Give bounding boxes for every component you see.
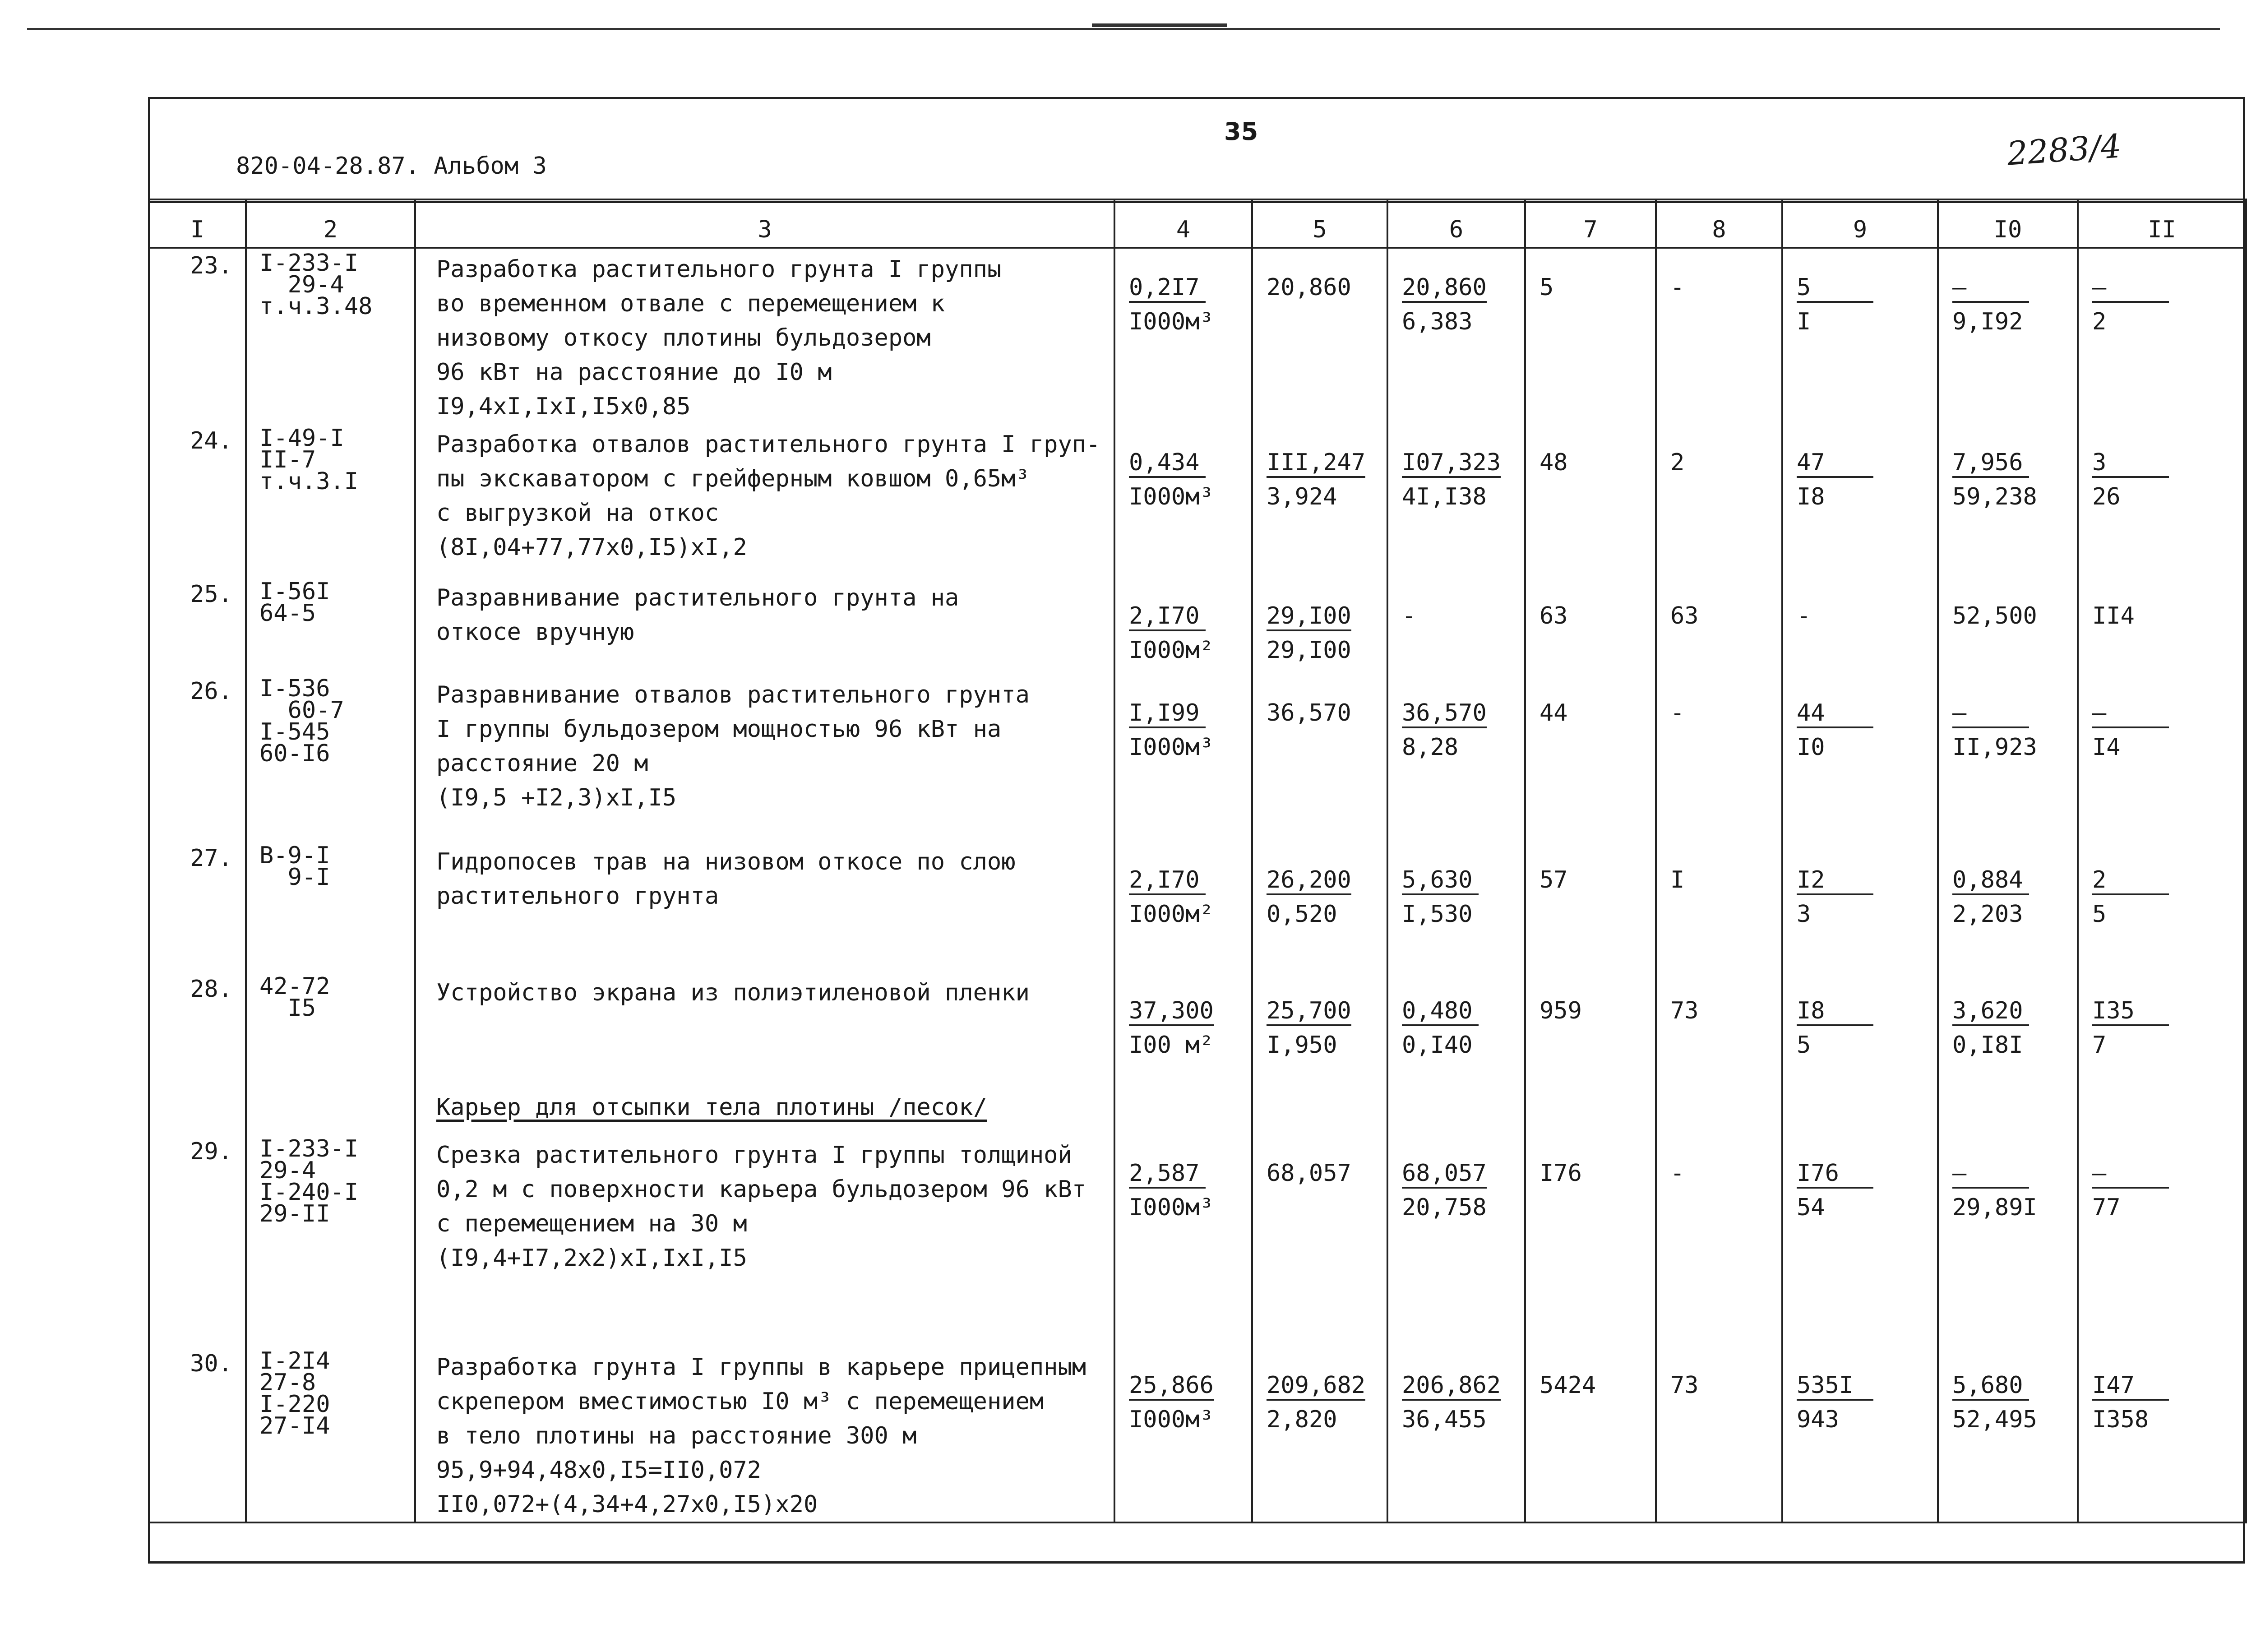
unit-quantity-top: 37,300 xyxy=(1129,997,1214,1026)
table-row xyxy=(149,972,2246,1080)
cost-col-11 xyxy=(2078,424,2246,577)
cost-col-6-bottom: 36,455 xyxy=(1402,1406,1487,1433)
description-line: откосе вручную xyxy=(436,619,634,646)
cost-col-10 xyxy=(1938,674,2078,841)
cost-col-11-top: — xyxy=(2092,699,2169,728)
cost-col-6 xyxy=(1387,577,1525,674)
unit-quantity-top: I,I99 xyxy=(1129,699,1206,728)
cost-col-11-top: 2 xyxy=(2092,866,2169,895)
work-description xyxy=(415,424,1114,577)
unit-quantity-bottom: I000м³ xyxy=(1129,1194,1214,1221)
description-line: расстояние 20 м xyxy=(436,750,648,777)
description-line: Разравнивание отвалов растительного грунта xyxy=(436,681,1030,708)
cost-col-11 xyxy=(2078,1134,2246,1347)
cost-col-10-bottom: 59,238 xyxy=(1952,483,2037,510)
cost-col-7: 57 xyxy=(1525,841,1656,972)
cost-col-11-bottom: 7 xyxy=(2092,1032,2107,1059)
cost-col-9-bottom: I8 xyxy=(1797,483,1825,510)
cost-col-6-top: I07,323 xyxy=(1402,449,1501,478)
description-line: в тело плотины на расстояние 300 м xyxy=(436,1422,917,1449)
cost-col-11 xyxy=(2078,1347,2246,1522)
description-line: (I9,5 +I2,3)xI,I5 xyxy=(436,784,677,811)
cost-col-6-top: 36,570 xyxy=(1402,699,1487,728)
cost-col-6 xyxy=(1387,1134,1525,1347)
norm-code: 42-72 I5 xyxy=(246,972,415,1080)
cost-col-6-top: 0,480 xyxy=(1402,997,1479,1026)
cost-col-9-top: - xyxy=(1797,602,1811,629)
description-line: I9,4xI,IxI,I5x0,85 xyxy=(436,393,691,420)
unit-quantity-top: 0,2I7 xyxy=(1129,274,1206,303)
cost-col-6-top: 206,862 xyxy=(1402,1372,1501,1401)
cost-col-10 xyxy=(1938,424,2078,577)
unit-quantity-top: 0,434 xyxy=(1129,449,1206,478)
cost-col-11-bottom: I4 xyxy=(2092,734,2121,761)
section-cell xyxy=(2078,1080,2246,1134)
cost-col-9-bottom: 54 xyxy=(1797,1194,1825,1221)
cost-col-5-top: 29,I00 xyxy=(1267,602,1351,631)
cost-col-5 xyxy=(1252,1347,1387,1522)
cost-col-9 xyxy=(1782,577,1938,674)
cost-col-7: 48 xyxy=(1525,424,1656,577)
cost-col-8: 63 xyxy=(1656,577,1782,674)
cost-col-9-top: 47 xyxy=(1797,449,1873,478)
cost-col-5 xyxy=(1252,972,1387,1080)
description-line: пы экскаватором с грейферным ковшом 0,65м³ xyxy=(436,465,1030,492)
description-line: Разработка отвалов растительного грунта I груп- xyxy=(436,431,1100,458)
row-number: 26. xyxy=(149,674,246,841)
cost-col-8: I xyxy=(1656,841,1782,972)
work-description xyxy=(415,248,1114,424)
work-description xyxy=(415,972,1114,1080)
table-row xyxy=(149,577,2246,674)
description-line: Разравнивание растительного грунта на xyxy=(436,584,959,611)
cost-col-5 xyxy=(1252,841,1387,972)
cost-col-11-top: 3 xyxy=(2092,449,2169,478)
cost-col-9-bottom: 3 xyxy=(1797,901,1811,928)
cost-col-5-top: 209,682 xyxy=(1267,1372,1365,1401)
unit-quantity-top: 2,587 xyxy=(1129,1160,1206,1189)
cost-col-6-bottom: I,530 xyxy=(1402,901,1473,928)
description-line: 0,2 м с поверхности карьера бульдозером 96 кВт xyxy=(436,1176,1086,1203)
unit-quantity-bottom: I000м² xyxy=(1129,901,1214,928)
column-header: 5 xyxy=(1252,199,1387,248)
cost-col-6 xyxy=(1387,424,1525,577)
cost-col-11 xyxy=(2078,972,2246,1080)
cost-col-10-top: 5,680 xyxy=(1952,1372,2029,1401)
unit-quantity xyxy=(1114,972,1252,1080)
description-line: 96 кВт на расстояние до I0 м xyxy=(436,359,832,386)
unit-quantity-bottom: I000м³ xyxy=(1129,1406,1214,1433)
cost-col-5 xyxy=(1252,674,1387,841)
cost-col-10 xyxy=(1938,1134,2078,1347)
cost-col-9 xyxy=(1782,841,1938,972)
column-header: I xyxy=(149,199,246,248)
work-description xyxy=(415,841,1114,972)
cost-col-10 xyxy=(1938,577,2078,674)
cost-col-10-bottom: 2,203 xyxy=(1952,901,2023,928)
top-rule-mark xyxy=(1092,23,1227,27)
cost-col-10-top: 7,956 xyxy=(1952,449,2029,478)
cost-col-9 xyxy=(1782,972,1938,1080)
cost-col-6-top: - xyxy=(1402,602,1416,629)
cost-col-6 xyxy=(1387,1347,1525,1522)
work-description xyxy=(415,1134,1114,1347)
cost-col-10 xyxy=(1938,972,2078,1080)
description-line: (I9,4+I7,2x2)xI,IxI,I5 xyxy=(436,1245,747,1272)
table-row xyxy=(149,1134,2246,1347)
column-header: 2 xyxy=(246,199,415,248)
cost-col-6 xyxy=(1387,841,1525,972)
cost-col-9-top: I8 xyxy=(1797,997,1873,1026)
norm-code: I-56I 64-5 xyxy=(246,577,415,674)
cost-col-9-top: 5 xyxy=(1797,274,1873,303)
table-row xyxy=(149,674,2246,841)
cost-col-8: 73 xyxy=(1656,972,1782,1080)
description-line: Устройство экрана из полиэтиленовой пленки xyxy=(436,979,1030,1006)
cost-col-5-top: III,247 xyxy=(1267,449,1365,478)
cost-col-5-bottom: I,950 xyxy=(1267,1032,1337,1059)
cost-col-5 xyxy=(1252,577,1387,674)
cost-col-9-top: I76 xyxy=(1797,1160,1873,1189)
table-row xyxy=(149,1347,2246,1522)
cost-col-6-bottom: 8,28 xyxy=(1402,734,1459,761)
unit-quantity xyxy=(1114,674,1252,841)
column-header: 7 xyxy=(1525,199,1656,248)
cost-col-11 xyxy=(2078,841,2246,972)
cost-col-9-bottom: 5 xyxy=(1797,1032,1811,1059)
cost-col-8: 2 xyxy=(1656,424,1782,577)
row-number: 24. xyxy=(149,424,246,577)
unit-quantity xyxy=(1114,1347,1252,1522)
description-line: Разработка растительного грунта I группы xyxy=(436,256,1002,283)
description-line: (8I,04+77,77x0,I5)xI,2 xyxy=(436,534,747,561)
norm-code: I-536 60-7 I-545 60-I6 xyxy=(246,674,415,841)
cost-col-10 xyxy=(1938,1347,2078,1522)
norm-code: I-233-I 29-4 т.ч.3.48 xyxy=(246,248,415,424)
cost-col-5 xyxy=(1252,424,1387,577)
cost-col-9-bottom: I xyxy=(1797,308,1811,335)
row-number: 25. xyxy=(149,577,246,674)
cost-col-10-bottom: 9,I92 xyxy=(1952,308,2023,335)
cost-col-6 xyxy=(1387,674,1525,841)
cost-col-11 xyxy=(2078,577,2246,674)
cost-col-11-top: II4 xyxy=(2092,602,2135,629)
description-line: 95,9+94,48x0,I5=II0,072 xyxy=(436,1457,762,1484)
table-row xyxy=(149,841,2246,972)
cost-col-5-top: 36,570 xyxy=(1267,699,1351,727)
table-body xyxy=(149,248,2246,1522)
table-row xyxy=(149,248,2246,424)
cost-col-6-bottom: 4I,I38 xyxy=(1402,483,1487,510)
table-row xyxy=(149,424,2246,577)
column-header: 4 xyxy=(1114,199,1252,248)
cost-col-10 xyxy=(1938,248,2078,424)
cost-col-5 xyxy=(1252,248,1387,424)
sheet-reference: 2283/4 xyxy=(2006,127,2122,173)
cost-col-9 xyxy=(1782,1347,1938,1522)
cost-col-11 xyxy=(2078,248,2246,424)
description-line: I группы бульдозером мощностью 96 кВт на xyxy=(436,716,1002,743)
cost-col-6-bottom: 0,I40 xyxy=(1402,1032,1473,1059)
cost-col-10-bottom: 0,I8I xyxy=(1952,1032,2023,1059)
section-row xyxy=(149,1080,2246,1134)
cost-col-9-bottom: 943 xyxy=(1797,1406,1839,1433)
cost-col-10-bottom: II,923 xyxy=(1952,734,2037,761)
unit-quantity-top: 2,I70 xyxy=(1129,866,1206,895)
cost-col-11-bottom: 26 xyxy=(2092,483,2121,510)
section-title: Карьер для отсыпки тела плотины /песок/ xyxy=(436,1094,987,1121)
page-number: 35 xyxy=(1224,117,1258,146)
unit-quantity-bottom: I000м² xyxy=(1129,637,1214,664)
cost-col-9-top: 44 xyxy=(1797,699,1873,728)
cost-col-11 xyxy=(2078,674,2246,841)
cost-col-7: 959 xyxy=(1525,972,1656,1080)
cost-col-10 xyxy=(1938,841,2078,972)
cost-col-11-top: — xyxy=(2092,274,2169,303)
cost-col-9 xyxy=(1782,248,1938,424)
cost-col-8: 73 xyxy=(1656,1347,1782,1522)
description-line: II0,072+(4,34+4,27x0,I5)x20 xyxy=(436,1491,818,1518)
description-line: растительного грунта xyxy=(436,883,719,910)
unit-quantity-bottom: I000м³ xyxy=(1129,308,1214,335)
unit-quantity-bottom: I00 м² xyxy=(1129,1032,1214,1059)
norm-code: I-49-I II-7 т.ч.3.I xyxy=(246,424,415,577)
column-header: 6 xyxy=(1387,199,1525,248)
cost-col-10-top: — xyxy=(1952,699,2029,728)
norm-code: I-2I4 27-8 I-220 27-I4 xyxy=(246,1347,415,1522)
unit-quantity-top: 2,I70 xyxy=(1129,602,1206,631)
cost-col-11-top: I35 xyxy=(2092,997,2169,1026)
column-header: 8 xyxy=(1656,199,1782,248)
estimate-table xyxy=(148,199,2247,1523)
sheet-header xyxy=(150,99,2243,203)
section-cell xyxy=(149,1080,246,1134)
cost-col-8: - xyxy=(1656,1134,1782,1347)
unit-quantity xyxy=(1114,424,1252,577)
cost-col-5-top: 20,860 xyxy=(1267,274,1351,301)
cost-col-5-bottom: 0,520 xyxy=(1267,901,1337,928)
unit-quantity xyxy=(1114,1134,1252,1347)
row-number: 28. xyxy=(149,972,246,1080)
cost-col-10-top: 0,884 xyxy=(1952,866,2029,895)
cost-col-7: 5424 xyxy=(1525,1347,1656,1522)
cost-col-10-top: 3,620 xyxy=(1952,997,2029,1026)
cost-col-11-top: I47 xyxy=(2092,1372,2169,1401)
cost-col-5-top: 68,057 xyxy=(1267,1160,1351,1187)
cost-col-10-top: 52,500 xyxy=(1952,602,2037,629)
cost-col-5-top: 26,200 xyxy=(1267,866,1351,895)
cost-col-5-bottom: 2,820 xyxy=(1267,1406,1337,1433)
cost-col-7: 44 xyxy=(1525,674,1656,841)
unit-quantity xyxy=(1114,248,1252,424)
row-number: 30. xyxy=(149,1347,246,1522)
row-number: 29. xyxy=(149,1134,246,1347)
cost-col-11-bottom: 5 xyxy=(2092,901,2107,928)
section-cell xyxy=(246,1080,415,1134)
cost-col-6-top: 5,630 xyxy=(1402,866,1479,895)
column-header: II xyxy=(2078,199,2246,248)
section-cell xyxy=(415,1080,1114,1134)
cost-col-6-bottom: 6,383 xyxy=(1402,308,1473,335)
cost-col-5-top: 25,700 xyxy=(1267,997,1351,1026)
cost-col-5 xyxy=(1252,1134,1387,1347)
cost-col-9-top: I2 xyxy=(1797,866,1873,895)
column-header-row xyxy=(149,199,2246,248)
cost-col-10-top: — xyxy=(1952,1160,2029,1189)
cost-col-6-top: 20,860 xyxy=(1402,274,1487,303)
cost-col-11-top: — xyxy=(2092,1160,2169,1189)
description-line: во временном отвале с перемещением к xyxy=(436,290,945,317)
cost-col-10-bottom: 52,495 xyxy=(1952,1406,2037,1433)
column-header: 9 xyxy=(1782,199,1938,248)
description-line: с выгрузкой на откос xyxy=(436,500,719,527)
cost-col-6-bottom: 20,758 xyxy=(1402,1194,1487,1221)
unit-quantity xyxy=(1114,841,1252,972)
description-line: скрепером вместимостью I0 м³ с перемещением xyxy=(436,1388,1044,1415)
section-cell xyxy=(1252,1080,1387,1134)
column-header: I0 xyxy=(1938,199,2078,248)
unit-quantity-bottom: I000м³ xyxy=(1129,483,1214,510)
document-sheet xyxy=(148,97,2245,1564)
cost-col-6-top: 68,057 xyxy=(1402,1160,1487,1189)
cost-col-7: I76 xyxy=(1525,1134,1656,1347)
section-cell xyxy=(1656,1080,1782,1134)
section-cell xyxy=(1387,1080,1525,1134)
norm-code: B-9-I 9-I xyxy=(246,841,415,972)
cost-col-7: 5 xyxy=(1525,248,1656,424)
row-number: 27. xyxy=(149,841,246,972)
work-description xyxy=(415,1347,1114,1522)
section-cell xyxy=(1938,1080,2078,1134)
unit-quantity-bottom: I000м³ xyxy=(1129,734,1214,761)
cost-col-9 xyxy=(1782,674,1938,841)
album-title: 820-04-28.87. Альбом 3 xyxy=(236,153,547,180)
cost-col-6 xyxy=(1387,972,1525,1080)
cost-col-11-bottom: I358 xyxy=(2092,1406,2149,1433)
cost-col-5-bottom: 29,I00 xyxy=(1267,637,1351,664)
norm-code: I-233-I 29-4 I-240-I 29-II xyxy=(246,1134,415,1347)
cost-col-11-bottom: 77 xyxy=(2092,1194,2121,1221)
unit-quantity xyxy=(1114,577,1252,674)
work-description xyxy=(415,674,1114,841)
work-description xyxy=(415,577,1114,674)
cost-col-10-top: — xyxy=(1952,274,2029,303)
cost-col-9-top: 535I xyxy=(1797,1372,1873,1401)
section-cell xyxy=(1114,1080,1252,1134)
unit-quantity-top: 25,866 xyxy=(1129,1372,1214,1401)
row-number: 23. xyxy=(149,248,246,424)
cost-col-9-bottom: I0 xyxy=(1797,734,1825,761)
column-header: 3 xyxy=(415,199,1114,248)
cost-col-10-bottom: 29,89I xyxy=(1952,1194,2037,1221)
description-line: Разработка грунта I группы в карьере прицепным xyxy=(436,1354,1086,1381)
description-line: Гидропосев трав на низовом откосе по слою xyxy=(436,848,1016,875)
cost-col-8: - xyxy=(1656,248,1782,424)
description-line: Срезка растительного грунта I группы толщиной xyxy=(436,1142,1072,1169)
cost-col-7: 63 xyxy=(1525,577,1656,674)
cost-col-8: - xyxy=(1656,674,1782,841)
description-line: с перемещением на 30 м xyxy=(436,1210,747,1237)
cost-col-11-bottom: 2 xyxy=(2092,308,2107,335)
cost-col-6 xyxy=(1387,248,1525,424)
section-cell xyxy=(1525,1080,1656,1134)
description-line: низовому откосу плотины бульдозером xyxy=(436,324,931,352)
top-rule xyxy=(27,28,2220,30)
cost-col-9 xyxy=(1782,424,1938,577)
cost-col-5-bottom: 3,924 xyxy=(1267,483,1337,510)
cost-col-9 xyxy=(1782,1134,1938,1347)
section-cell xyxy=(1782,1080,1938,1134)
